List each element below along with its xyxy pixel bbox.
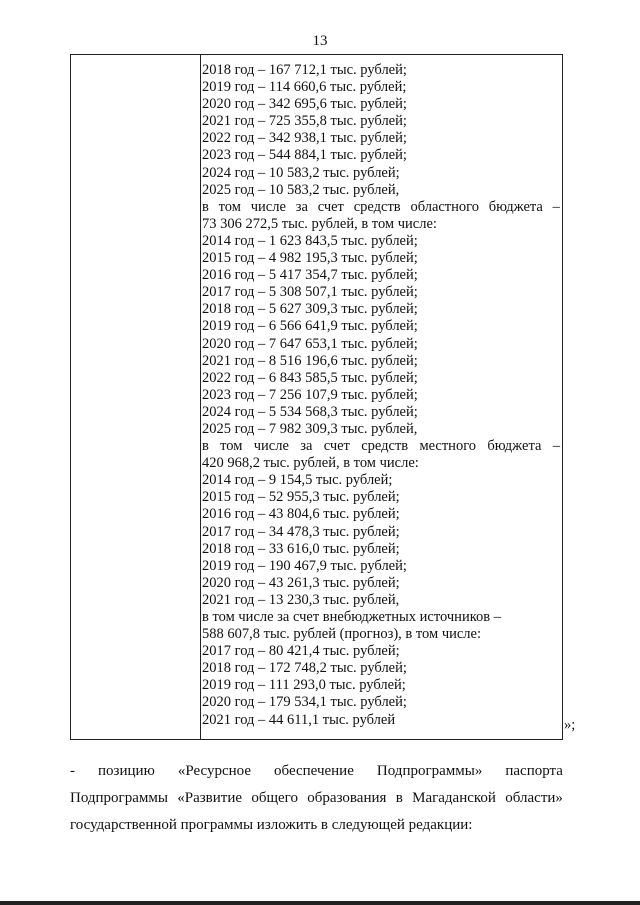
funding-line: в том числе за счет внебюджетных источников – bbox=[202, 609, 501, 625]
funding-word: в bbox=[202, 438, 209, 455]
funding-word: – bbox=[552, 438, 560, 455]
funding-word: числе bbox=[250, 198, 286, 215]
funding-line bbox=[202, 438, 562, 455]
funding-line: 2022 год – 6 843 585,5 тыс. рублей; bbox=[202, 369, 418, 386]
funding-line: 2021 год – 13 230,3 тыс. рублей, bbox=[202, 591, 400, 608]
funding-line: 2016 год – 43 804,6 тыс. рублей; bbox=[202, 506, 400, 523]
funding-word: за bbox=[300, 438, 313, 455]
funding-line bbox=[202, 199, 562, 216]
closing-quote: »; bbox=[564, 717, 576, 733]
funding-word: счет bbox=[317, 198, 344, 215]
funding-line: 2018 год – 172 748,2 тыс. рублей; bbox=[202, 660, 407, 677]
paragraph-line-3: государственной программы изложить в следующей редакции: bbox=[70, 817, 473, 833]
funding-table bbox=[70, 54, 563, 740]
funding-line: 2023 год – 544 884,1 тыс. рублей; bbox=[202, 147, 407, 164]
funding-word: за bbox=[295, 198, 308, 215]
funding-word: в bbox=[202, 198, 209, 215]
funding-line: 2019 год – 114 660,6 тыс. рублей; bbox=[202, 79, 407, 96]
funding-line: 2022 год – 342 938,1 тыс. рублей; bbox=[202, 130, 407, 147]
paragraph-word: позицию bbox=[98, 763, 155, 779]
funding-word: числе bbox=[253, 438, 289, 455]
paragraph-word: - bbox=[70, 763, 75, 779]
paragraph-word: в bbox=[395, 790, 403, 806]
funding-line: 2014 год – 9 154,5 тыс. рублей; bbox=[202, 472, 393, 489]
funding-word: том bbox=[218, 198, 241, 215]
paragraph-word: общего bbox=[251, 790, 298, 806]
paragraph-word: Подпрограммы» bbox=[376, 763, 483, 779]
paragraph-line-1 bbox=[70, 763, 563, 780]
funding-line: 2018 год – 5 627 309,3 тыс. рублей; bbox=[202, 301, 418, 318]
funding-line: 2021 год – 725 355,8 тыс. рублей; bbox=[202, 113, 407, 130]
funding-word: местного bbox=[419, 438, 477, 455]
paragraph-word: Подпрограммы bbox=[70, 790, 168, 806]
funding-word: том bbox=[220, 438, 243, 455]
funding-line: 420 968,2 тыс. рублей, в том числе: bbox=[202, 455, 419, 472]
funding-line: 2015 год – 4 982 195,3 тыс. рублей; bbox=[202, 250, 418, 267]
funding-word: средств bbox=[353, 198, 401, 215]
funding-line: 2024 год – 5 534 568,3 тыс. рублей; bbox=[202, 403, 418, 420]
paragraph-word: образования bbox=[307, 790, 387, 806]
funding-word: средств bbox=[361, 438, 409, 455]
paragraph-word: «Ресурсное bbox=[177, 763, 251, 779]
paragraph-word: «Развитие bbox=[177, 790, 243, 806]
funding-lines bbox=[202, 62, 562, 729]
funding-line: 2019 год – 190 467,9 тыс. рублей; bbox=[202, 557, 407, 574]
funding-line: 2021 год – 44 611,1 тыс. рублей bbox=[202, 711, 396, 728]
paragraph-word: области» bbox=[505, 790, 563, 806]
funding-line: 2018 год – 33 616,0 тыс. рублей; bbox=[202, 540, 400, 557]
paragraph-word: Магаданской bbox=[412, 790, 496, 806]
funding-word: – bbox=[552, 198, 560, 215]
funding-line: 2019 год – 6 566 641,9 тыс. рублей; bbox=[202, 318, 418, 335]
funding-line: 2015 год – 52 955,3 тыс. рублей; bbox=[202, 489, 400, 506]
funding-line: 2025 год – 7 982 309,3 тыс. рублей, bbox=[202, 420, 418, 437]
funding-line: 2019 год – 111 293,0 тыс. рублей; bbox=[202, 677, 406, 694]
funding-line: 2017 год – 5 308 507,1 тыс. рублей; bbox=[202, 284, 418, 301]
funding-line: 2018 год – 167 712,1 тыс. рублей; bbox=[202, 62, 407, 78]
funding-line: 2020 год – 7 647 653,1 тыс. рублей; bbox=[202, 335, 418, 352]
funding-line: 2016 год – 5 417 354,7 тыс. рублей; bbox=[202, 267, 418, 284]
funding-word: бюджета bbox=[487, 438, 542, 455]
funding-line: 588 607,8 тыс. рублей (прогноз), в том числе: bbox=[202, 626, 482, 643]
column-divider bbox=[200, 55, 201, 739]
funding-line: 73 306 272,5 тыс. рублей, в том числе: bbox=[202, 215, 437, 232]
funding-word: областного bbox=[410, 198, 479, 215]
funding-line: 2020 год – 342 695,6 тыс. рублей; bbox=[202, 96, 407, 113]
scan-edge bbox=[0, 901, 640, 905]
funding-line: 2017 год – 34 478,3 тыс. рублей; bbox=[202, 523, 400, 540]
paragraph-word: паспорта bbox=[505, 763, 563, 779]
paragraph-line-2 bbox=[70, 790, 563, 807]
funding-line: 2020 год – 179 534,1 тыс. рублей; bbox=[202, 694, 407, 711]
funding-line: 2017 год – 80 421,4 тыс. рублей; bbox=[202, 643, 400, 660]
page-number: 13 bbox=[312, 33, 328, 49]
funding-line: 2020 год – 43 261,3 тыс. рублей; bbox=[202, 574, 400, 591]
paragraph-word: обеспечение bbox=[274, 763, 354, 779]
funding-line: 2023 год – 7 256 107,9 тыс. рублей; bbox=[202, 386, 418, 403]
funding-word: счет bbox=[323, 438, 350, 455]
funding-word: бюджета bbox=[488, 198, 543, 215]
funding-line: 2014 год – 1 623 843,5 тыс. рублей; bbox=[202, 232, 418, 249]
funding-line: 2024 год – 10 583,2 тыс. рублей; bbox=[202, 164, 400, 181]
funding-line: 2025 год – 10 583,2 тыс. рублей, bbox=[202, 181, 400, 198]
funding-line: 2021 год – 8 516 196,6 тыс. рублей; bbox=[202, 352, 418, 369]
